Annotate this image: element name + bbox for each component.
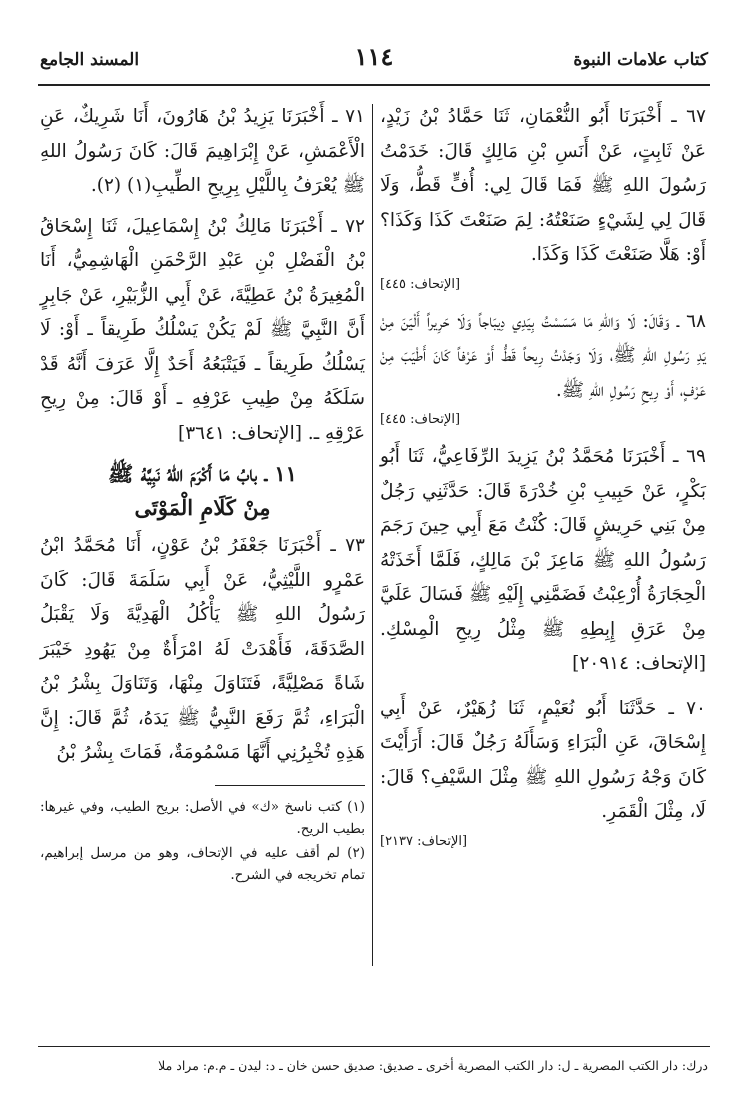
left-column: [40, 100, 365, 888]
hadith-68: ٦٨ ـ وَقَالَ: لَا وَاللهِ مَا مَسَسْتُ بِيَدِي دِيبَاجاً وَلَا حَرِيراً أَلْيَنَ مِنْ يَدِ رَسُولِ اللهِ ﷺ، وَلَا وَجَدْتُ رِيحاً قَطُّ أَوْ عَرْفاً كَانَ أَطْيَبَ مِنْ عَرْفٍ، أَوْ رِيحِ رَسُولِ اللهِ ﷺ.: [380, 310, 706, 401]
chapter-heading-line2: مِنْ كَلَامِ الْمَوْتَى: [134, 495, 271, 520]
hadith-68-ref: [الإتحاف: ٤٤٥]: [380, 412, 461, 427]
footer-rule: [38, 1046, 710, 1047]
chapter-heading: [40, 457, 365, 525]
running-title: المسند الجامع: [40, 50, 140, 70]
hadith-73: ٧٣ ـ أَخْبَرَنَا جَعْفَرُ بْنُ عَوْنٍ، أَنَا مُحَمَّدُ ابْنُ عَمْرٍو اللَّيْثِيُّ، عَنْ أَبِي سَلَمَةَ قَالَ: كَانَ رَسُولُ اللهِ ﷺ يَأْكُلُ الْهَدِيَّةَ وَلَا يَقْبَلُ الصَّدَقَةَ، فَأَهْدَتْ لَهُ امْرَأَةٌ مِنْ يَهُودِ خَيْبَرَ شَاةً مَصْلِيَّةً، فَتَنَاوَلَ مِنْهَا، وَتَنَاوَلَ بِشْرُ بْنُ الْبَرَاءِ، ثُمَّ رَفَعَ النَّبِيُّ ﷺ يَدَهُ، ثُمَّ قَالَ: إِنَّ هَذِهِ تُخْبِرُنِي أَنَّهَا مَسْمُومَةٌ، فَمَاتَ بِشْرُ بْنُ: [40, 535, 365, 763]
hadith-70-ref: [الإتحاف: ٢١٣٧]: [380, 833, 468, 849]
hadith-71: ٧١ ـ أَخْبَرَنَا يَزِيدُ بْنُ هَارُونَ، أَنَا شَرِيكٌ، عَنِ الْأَعْمَشِ، عَنْ إِبْرَاهِيمَ قَالَ: كَانَ رَسُولُ اللهِ ﷺ يُعْرَفُ بِاللَّيْلِ بِرِيحِ الطِّيبِ(١) (٢).: [40, 106, 365, 196]
manuscript-sigla: درك: دار الكتب المصرية ـ ل: دار الكتب المصرية أخرى ـ صديق: صديق حسن خان ـ د: ليدن ـ م.م: مراد ملا: [158, 1058, 708, 1073]
footnote-1: (١) كتب ناسخ «ك» في الأصل: بريح الطيب، وفي غيرها: بطيب الريح.: [40, 798, 365, 837]
footnote-rule: [215, 785, 365, 786]
right-column: [380, 100, 706, 862]
hadith-69: ٦٩ ـ أَخْبَرَنَا مُحَمَّدُ بْنُ يَزِيدَ الرِّفَاعِيُّ، ثَنَا أَبُو بَكْرٍ، عَنْ حَبِيبِ بْنِ خُدْرَةَ قَالَ: حَدَّثَنِي رَجُلٌ مِنْ بَنِي حَرِيشٍ قَالَ: كُنْتُ مَعَ أَبِي حِينَ رَجَمَ رَسُولُ اللهِ ﷺ مَاعِزَ بْنَ مَالِكٍ، فَلَمَّا أَخَذَتْهُ الْحِجَارَةُ أُرْعِبْتُ فَضَمَّنِي إِلَيْهِ ﷺ فَسَالَ عَلَيَّ مِنْ عَرَقِ إِبِطِهِ ﷺ مِثْلُ رِيحِ الْمِسْكِ. [الإتحاف: ٢٠٩١٤]: [380, 446, 706, 674]
hadith-72: ٧٢ ـ أَخْبَرَنَا مَالِكُ بْنُ إِسْمَاعِيلَ، ثَنَا إِسْحَاقُ بْنُ الْفَضْلِ بْنِ عَبْدِ الرَّحْمَنِ الْهَاشِمِيُّ، أَنَا الْمُغِيرَةُ بْنُ عَطِيَّةَ، عَنْ أَبِي الزُّبَيْرِ، عَنْ جَابِرٍ أَنَّ النَّبِيَّ ﷺ لَمْ يَكُنْ يَسْلُكُ طَرِيقاً ـ أَوْ: لَا يَسْلُكُ طَرِيقاً ـ فَيَتْبَعُهُ أَحَدٌ إِلَّا عَرَفَ أَنَّهُ قَدْ سَلَكَهُ مِنْ طِيبِ عَرْفِهِ ـ أَوْ قَالَ: مِنْ رِيحِ عَرْقِهِ ـ. [الإتحاف: ٣٦٤١]: [40, 215, 365, 444]
header-rule: [38, 84, 710, 86]
page-number: ١١٤: [354, 42, 394, 71]
book-title: كتاب علامات النبوة: [573, 50, 708, 70]
footnote-2: (٢) لم أقف عليه في الإتحاف، وهو من مرسل إبراهيم، تمام تخريجه في الشرح.: [40, 844, 365, 883]
chapter-heading-line1: ١١ ـ بابُ مَا أَكْرَمَ اللهُ نَبِيَّهُ ﷺ: [108, 461, 297, 486]
hadith-67: ٦٧ ـ أَخْبَرَنَا أَبُو النُّعْمَانِ، ثَنَا حَمَّادُ بْنُ زَيْدٍ، عَنْ ثَابِتٍ، عَنْ أَنَسِ بْنِ مَالِكٍ قَالَ: خَدَمْتُ رَسُولَ اللهِ ﷺ فَمَا قَالَ لِي: أُفٍّ قَطُّ، وَلَا قَالَ لِي لِشَيْءٍ صَنَعْتُهُ: لِمَ صَنَعْتَ كَذَا وَكَذَا؟ أَوْ: هَلَّا صَنَعْتَ كَذَا وَكَذَا.: [380, 106, 706, 265]
hadith-70: ٧٠ ـ حَدَّثَنَا أَبُو نُعَيْمٍ، ثَنَا زُهَيْرٌ، عَنْ أَبِي إِسْحَاقَ، عَنِ الْبَرَاءِ وَسَأَلَهُ رَجُلٌ قَالَ: أَرَأَيْتَ كَانَ وَجْهُ رَسُولِ اللهِ ﷺ مِثْلَ السَّيْفِ؟ قَالَ: لَا، مِثْلَ الْقَمَرِ.: [380, 697, 706, 822]
column-divider: [372, 104, 373, 966]
hadith-67-ref: [الإتحاف: ٤٤٥]: [380, 276, 461, 292]
